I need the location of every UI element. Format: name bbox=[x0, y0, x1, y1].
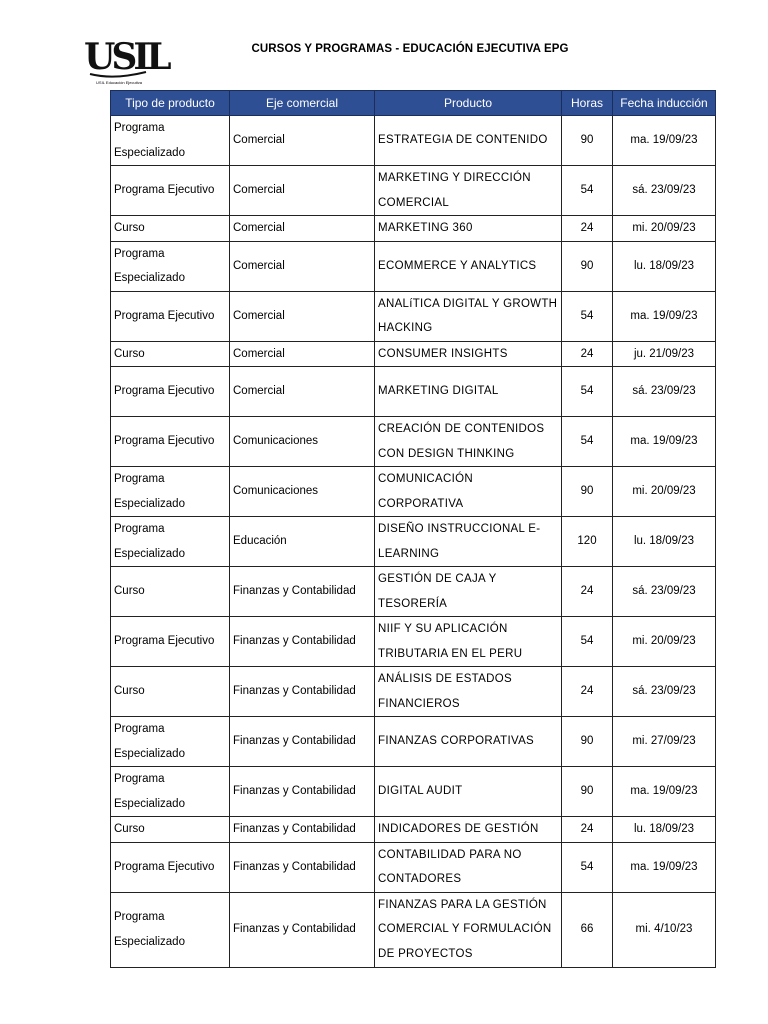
cell-eje: Comercial bbox=[230, 367, 375, 417]
cell-eje: Comercial bbox=[230, 216, 375, 242]
cell-tipo: Programa Especializado bbox=[111, 892, 230, 967]
cell-eje: Finanzas y Contabilidad bbox=[230, 767, 375, 817]
header-horas: Horas bbox=[562, 91, 613, 116]
cell-producto: ANALíTICA DIGITAL Y GROWTH HACKING bbox=[375, 291, 562, 341]
cell-fecha: sá. 23/09/23 bbox=[613, 567, 716, 617]
table-row bbox=[111, 667, 716, 717]
usil-logo-mark bbox=[84, 36, 168, 80]
cell-producto: COMUNICACIÓN CORPORATIVA bbox=[375, 467, 562, 517]
cell-fecha: ma. 19/09/23 bbox=[613, 842, 716, 892]
cell-producto: ECOMMERCE Y ANALYTICS bbox=[375, 241, 562, 291]
cell-horas: 54 bbox=[562, 166, 613, 216]
table-row bbox=[111, 341, 716, 367]
cell-horas: 90 bbox=[562, 767, 613, 817]
document-title: CURSOS Y PROGRAMAS - EDUCACIÓN EJECUTIVA EPG bbox=[251, 43, 569, 55]
cell-producto: CONSUMER INSIGHTS bbox=[375, 341, 562, 367]
cell-tipo: Curso bbox=[111, 667, 230, 717]
table-row bbox=[111, 116, 716, 166]
header-fecha: Fecha inducción bbox=[613, 91, 716, 116]
cell-fecha: mi. 27/09/23 bbox=[613, 717, 716, 767]
cell-eje: Comercial bbox=[230, 166, 375, 216]
cell-eje: Finanzas y Contabilidad bbox=[230, 717, 375, 767]
cell-producto: GESTIÓN DE CAJA Y TESORERÍA bbox=[375, 567, 562, 617]
cell-producto: ESTRATEGIA DE CONTENIDO bbox=[375, 116, 562, 166]
cell-horas: 24 bbox=[562, 667, 613, 717]
cell-horas: 66 bbox=[562, 892, 613, 967]
cell-fecha: ma. 19/09/23 bbox=[613, 116, 716, 166]
table-body bbox=[111, 116, 716, 968]
cell-eje: Finanzas y Contabilidad bbox=[230, 842, 375, 892]
logo-subtitle: USIL Educación Ejecutiva bbox=[96, 80, 142, 85]
cell-eje: Finanzas y Contabilidad bbox=[230, 667, 375, 717]
cell-fecha: ma. 19/09/23 bbox=[613, 291, 716, 341]
cell-horas: 120 bbox=[562, 517, 613, 567]
cell-eje: Finanzas y Contabilidad bbox=[230, 617, 375, 667]
cell-tipo: Programa Especializado bbox=[111, 717, 230, 767]
cell-tipo: Programa Especializado bbox=[111, 467, 230, 517]
cell-producto: MARKETING 360 bbox=[375, 216, 562, 242]
cell-tipo: Programa Especializado bbox=[111, 116, 230, 166]
cell-tipo: Programa Ejecutivo bbox=[111, 367, 230, 417]
cell-eje: Comunicaciones bbox=[230, 417, 375, 467]
cell-eje: Comercial bbox=[230, 116, 375, 166]
cell-tipo: Programa Ejecutivo bbox=[111, 166, 230, 216]
cell-eje: Comercial bbox=[230, 341, 375, 367]
table-row bbox=[111, 241, 716, 291]
cell-fecha: mi. 20/09/23 bbox=[613, 467, 716, 517]
cell-tipo: Programa Ejecutivo bbox=[111, 842, 230, 892]
cell-horas: 54 bbox=[562, 617, 613, 667]
cell-tipo: Programa Ejecutivo bbox=[111, 417, 230, 467]
cell-horas: 54 bbox=[562, 367, 613, 417]
cell-tipo: Programa Especializado bbox=[111, 241, 230, 291]
cell-tipo: Curso bbox=[111, 817, 230, 843]
usil-logo bbox=[84, 36, 168, 90]
table-row bbox=[111, 767, 716, 817]
cell-tipo: Programa Especializado bbox=[111, 767, 230, 817]
cell-fecha: mi. 20/09/23 bbox=[613, 617, 716, 667]
svg-text:USIL: USIL bbox=[84, 36, 168, 78]
cell-horas: 54 bbox=[562, 417, 613, 467]
cell-fecha: sá. 23/09/23 bbox=[613, 367, 716, 417]
cell-fecha: mi. 4/10/23 bbox=[613, 892, 716, 967]
cell-fecha: sá. 23/09/23 bbox=[613, 667, 716, 717]
cell-producto: INDICADORES DE GESTIÓN bbox=[375, 817, 562, 843]
cell-horas: 54 bbox=[562, 291, 613, 341]
cell-producto: MARKETING DIGITAL bbox=[375, 367, 562, 417]
cell-eje: Comercial bbox=[230, 291, 375, 341]
cell-eje: Finanzas y Contabilidad bbox=[230, 892, 375, 967]
cell-eje: Comunicaciones bbox=[230, 467, 375, 517]
cell-fecha: ju. 21/09/23 bbox=[613, 341, 716, 367]
cell-horas: 24 bbox=[562, 567, 613, 617]
cell-fecha: lu. 18/09/23 bbox=[613, 517, 716, 567]
cell-producto: NIIF Y SU APLICACIÓN TRIBUTARIA EN EL PERU bbox=[375, 617, 562, 667]
header-producto: Producto bbox=[375, 91, 562, 116]
cell-producto: DIGITAL AUDIT bbox=[375, 767, 562, 817]
cell-producto: MARKETING Y DIRECCIÓN COMERCIAL bbox=[375, 166, 562, 216]
cell-eje: Educación bbox=[230, 517, 375, 567]
cell-producto: FINANZAS PARA LA GESTIÓN COMERCIAL Y FORMULACIÓN DE PROYECTOS bbox=[375, 892, 562, 967]
cell-horas: 54 bbox=[562, 842, 613, 892]
cell-producto: CONTABILIDAD PARA NO CONTADORES bbox=[375, 842, 562, 892]
cell-horas: 24 bbox=[562, 817, 613, 843]
cell-producto: FINANZAS CORPORATIVAS bbox=[375, 717, 562, 767]
header-eje: Eje comercial bbox=[230, 91, 375, 116]
cell-horas: 24 bbox=[562, 216, 613, 242]
table-row bbox=[111, 617, 716, 667]
table-row bbox=[111, 817, 716, 843]
cell-eje: Finanzas y Contabilidad bbox=[230, 567, 375, 617]
cell-producto: ANÁLISIS DE ESTADOS FINANCIEROS bbox=[375, 667, 562, 717]
cell-horas: 90 bbox=[562, 467, 613, 517]
cell-fecha: lu. 18/09/23 bbox=[613, 817, 716, 843]
cell-producto: DISEÑO INSTRUCCIONAL E-LEARNING bbox=[375, 517, 562, 567]
table-row bbox=[111, 717, 716, 767]
cell-fecha: ma. 19/09/23 bbox=[613, 767, 716, 817]
cell-horas: 90 bbox=[562, 717, 613, 767]
cell-horas: 90 bbox=[562, 116, 613, 166]
table-row bbox=[111, 567, 716, 617]
table-row bbox=[111, 517, 716, 567]
cell-fecha: sá. 23/09/23 bbox=[613, 166, 716, 216]
table-row bbox=[111, 417, 716, 467]
table-row bbox=[111, 216, 716, 242]
cell-eje: Finanzas y Contabilidad bbox=[230, 817, 375, 843]
cell-producto: CREACIÓN DE CONTENIDOS CON DESIGN THINKING bbox=[375, 417, 562, 467]
cell-eje: Comercial bbox=[230, 241, 375, 291]
cell-tipo: Programa Ejecutivo bbox=[111, 617, 230, 667]
cell-fecha: lu. 18/09/23 bbox=[613, 241, 716, 291]
cell-tipo: Curso bbox=[111, 567, 230, 617]
cell-fecha: mi. 20/09/23 bbox=[613, 216, 716, 242]
cell-horas: 90 bbox=[562, 241, 613, 291]
header-tipo: Tipo de producto bbox=[111, 91, 230, 116]
courses-table bbox=[110, 90, 716, 968]
table-header-row bbox=[111, 91, 716, 116]
cell-tipo: Programa Ejecutivo bbox=[111, 291, 230, 341]
table-row bbox=[111, 892, 716, 967]
cell-fecha: ma. 19/09/23 bbox=[613, 417, 716, 467]
table-row bbox=[111, 842, 716, 892]
cell-tipo: Curso bbox=[111, 216, 230, 242]
table-row bbox=[111, 467, 716, 517]
cell-horas: 24 bbox=[562, 341, 613, 367]
table-row bbox=[111, 166, 716, 216]
table-row bbox=[111, 367, 716, 417]
table-row bbox=[111, 291, 716, 341]
cell-tipo: Programa Especializado bbox=[111, 517, 230, 567]
cell-tipo: Curso bbox=[111, 341, 230, 367]
